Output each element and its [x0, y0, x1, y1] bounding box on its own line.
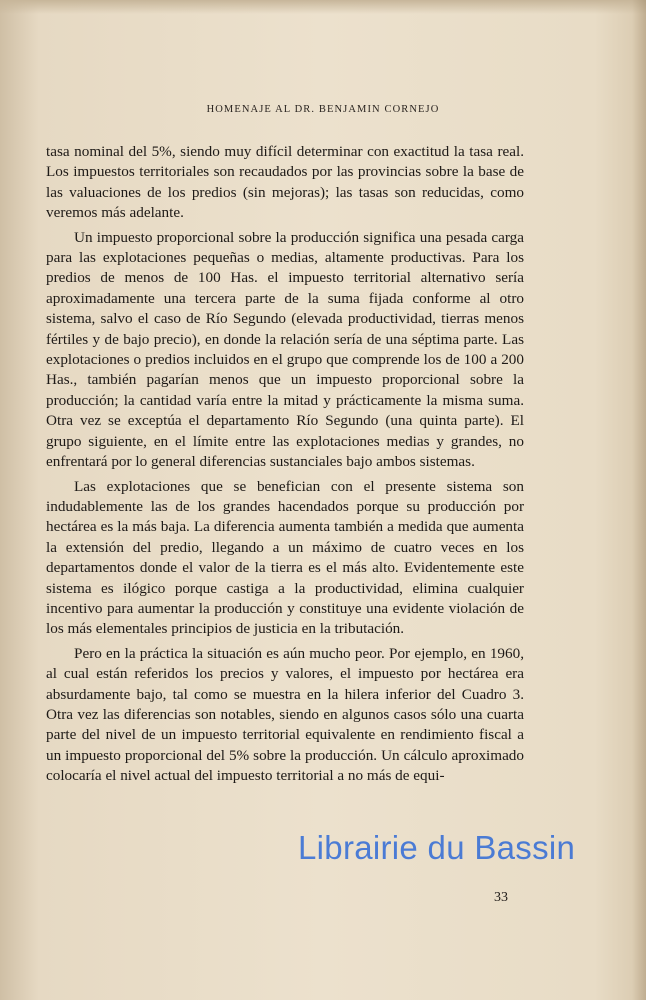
paragraph-1: tasa nominal del 5%, siendo muy difícil determinar con exactitud la tasa real. Los impuestos territoriales son recaudados por las provincias sobre la base de las valuaciones de los predios (sin mejoras); las tasas son reducidas, como veremos más adelante. [46, 143, 524, 222]
body-text [46, 142, 524, 791]
paragraph-3: Las explotaciones que se benefician con el presente sistema son indudablemente las de los grandes hacendados porque su producción por hectárea es la más baja. La diferencia aumenta también a medida que aumenta la extensión del predio, llegando a un máximo de cuatro veces en los departamentos donde el valor de la tierra es el más alto. Evidentemente este sistema es ilógico porque castiga a la productividad, elimina cualquier incentivo para aumentar la producción y constituye una evidente violación de los más elementales principios de justicia en la tributación. [46, 477, 524, 638]
page-edge [0, 0, 646, 14]
paragraph-4: Pero en la práctica la situación es aún mucho peor. Por ejemplo, en 1960, al cual están referidos los precios y valores, el impuesto por hectárea era absurdamente bajo, tal como se muestra en la hilera inferior del Cuadro 3. Otra vez las diferencias son notables, siendo en algunos casos sólo una cuarta parte del nivel de un impuesto territorial equivalente en rendimiento fiscal a un impuesto proporcional del 5% sobre la producción. Un cálculo aproximado colocaría el nivel actual del impuesto territorial a no más de equi- [46, 644, 524, 785]
page-number: 33 [494, 890, 508, 905]
watermark: Librairie du Bassin [298, 829, 576, 866]
paragraph-2: Un impuesto proporcional sobre la producción significa una pesada carga para las explotaciones pequeñas o medias, altamente productivas. Para los predios de menos de 100 Has. el impuesto territorial alternativo sería aproximadamente una tercera parte de la suma fijada conforme al otro sistema, salvo el caso de Río Segundo (elevada productividad, tierras menos fértiles y de bajo precio), en donde la relación sería de una séptima parte. Las explotaciones o predios incluidos en el grupo que comprende los de 100 a 200 Has., también pagarían menos que un impuesto proporcional sobre la producción; la cantidad varía entre la mitad y prácticamente la misma suma. Otra vez se exceptúa el departamento Río Segundo (una quinta parte). El grupo siguiente, en el límite entre las explotaciones medias y grandes, no enfrentará por lo general diferencias sustanciales bajo ambos sistemas. [46, 228, 524, 471]
page-shadow [632, 0, 646, 1000]
running-header: HOMENAJE AL DR. BENJAMIN CORNEJO [206, 104, 440, 115]
